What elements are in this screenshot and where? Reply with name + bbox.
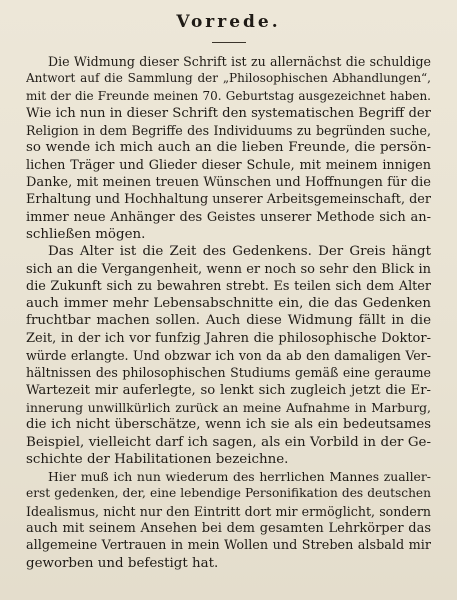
text-line: Wartezeit mir auferlegte, so lenkt sich zugleich jetzt die Er- bbox=[26, 382, 431, 398]
text-line: schichte der Habilitationen bezeichne. bbox=[26, 451, 289, 467]
text-line: geworben und befestigt hat. bbox=[26, 555, 219, 571]
text-line: Danke, mit meinen treuen Wünschen und Hoffnungen für die bbox=[26, 175, 431, 191]
text-line: Das Alter ist die Zeit des Gedenkens. Der Greis hängt bbox=[48, 244, 431, 260]
text-line: würde erlangte. Und obzwar ich von da ab den damaligen Ver- bbox=[26, 348, 431, 364]
text-line: immer neue Anhänger des Geistes unserer Methode sich an- bbox=[26, 209, 431, 225]
text-line: sich an die Vergangenheit, wenn er noch so sehr den Blick in bbox=[26, 261, 431, 277]
text-line: Die Widmung dieser Schrift ist zu allernächst die schuldige bbox=[48, 54, 431, 69]
text-line: die Zukunft sich zu bewahren strebt. Es teilen sich dem Alter bbox=[26, 278, 431, 294]
text-line: so wende ich mich auch an die lieben Freunde, die persön- bbox=[26, 140, 431, 156]
text-line: erst gedenken, der, eine lebendige Personifikation des deutschen bbox=[26, 486, 431, 501]
text-line: Zeit, in der ich vor funfzig Jahren die philosophische Doktor- bbox=[26, 330, 431, 346]
title-divider bbox=[212, 42, 246, 43]
text-line: Antwort auf die Sammlung der „Philosophischen Abhandlungen“, bbox=[26, 71, 431, 86]
text-line: lichen Träger und Glieder dieser Schule, mit meinem innigen bbox=[26, 157, 431, 173]
text-line: Idealismus, nicht nur den Eintritt dort mir ermöglicht, sondern bbox=[26, 503, 431, 519]
paragraph-1 bbox=[26, 53, 431, 243]
text-line: allgemeine Vertrauen in mein Wollen und Streben alsbald mir bbox=[26, 538, 431, 554]
text-line: innerung unwillkürlich zurück an meine Aufnahme in Marburg, bbox=[26, 399, 431, 415]
text-line: Wie ich nun in dieser Schrift den systematischen Begriff der bbox=[26, 105, 431, 121]
text-line: Beispiel, vielleicht darf ich sagen, als ein Vorbild in der Ge- bbox=[26, 434, 431, 450]
text-line: auch mit seinem Ansehen bei dem gesamten Lehrkörper das bbox=[26, 521, 431, 537]
body-text bbox=[26, 53, 431, 572]
paragraph-3 bbox=[26, 468, 431, 572]
text-line: auch immer mehr Lebensabschnitte ein, die das Gedenken bbox=[26, 296, 431, 312]
text-line: fruchtbar machen sollen. Auch diese Widmung fällt in die bbox=[26, 313, 431, 329]
page-title: Vorrede. bbox=[176, 12, 281, 32]
text-line: Religion in dem Begriffe des Individuums zu begründen suche, bbox=[26, 123, 431, 139]
text-line: mit der die Freunde meinen 70. Geburtstag ausgezeichnet haben. bbox=[26, 88, 431, 103]
text-line: schließen mögen. bbox=[26, 226, 146, 242]
text-line: hältnissen des philosophischen Studiums gemäß eine geraume bbox=[26, 365, 431, 381]
text-line: die ich nicht überschätze, wenn ich sie als ein bedeutsames bbox=[26, 417, 431, 433]
text-line: Hier muß ich nun wiederum des herrlichen Mannes zualler- bbox=[48, 469, 431, 485]
text-line: Erhaltung und Hochhaltung unserer Arbeitsgemeinschaft, der bbox=[26, 192, 431, 208]
paragraph-2 bbox=[26, 243, 431, 468]
